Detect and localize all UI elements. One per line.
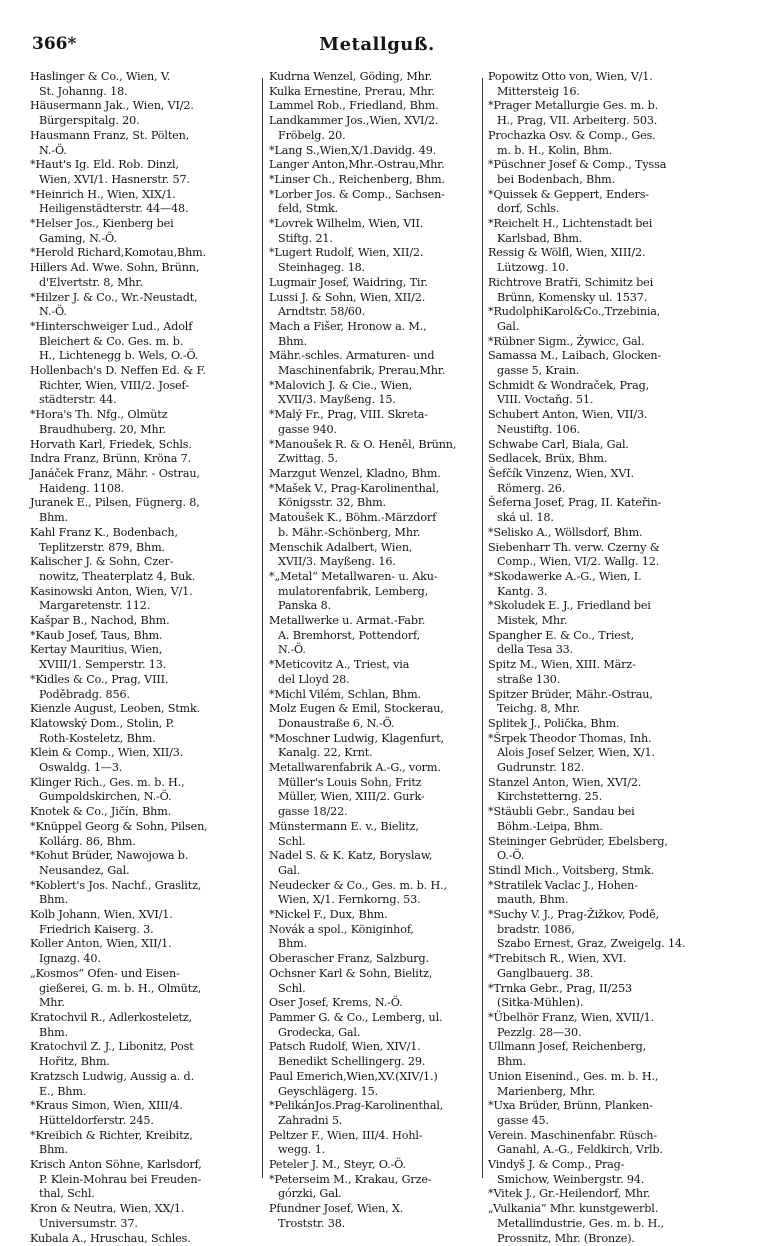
directory-line: gießerei, G. m. b. H., Olmütz, — [39, 981, 202, 995]
directory-line: Geyschlägerg. 15. — [278, 1084, 378, 1098]
directory-line: Prossnitz, Mhr. (Bronze). — [497, 1231, 635, 1245]
directory-line: Paul Emerich,Wien,XV.(XIV/1.) — [269, 1069, 438, 1083]
directory-line: Gudrunstr. 182. — [497, 761, 585, 775]
directory-line: Splitek J., Polička, Bhm. — [488, 716, 620, 730]
directory-line: Peltzer F., Wien, III/4. Hohl- — [269, 1128, 423, 1142]
directory-line: N.-Ö. — [278, 643, 306, 657]
directory-line: Müller, Wien, XIII/2. Gurk- — [278, 790, 425, 804]
directory-line: della Tesa 33. — [497, 643, 574, 657]
directory-line: *Skodawerke A.-G., Wien, I. — [488, 569, 642, 583]
directory-line: Haslinger & Co., Wien, V. — [30, 70, 171, 83]
directory-line: thal, Schl. — [39, 1187, 95, 1201]
directory-line: *Kraus Simon, Wien, XIII/4. — [30, 1099, 183, 1113]
directory-line: Richter, Wien, VIII/2. Josef- — [39, 378, 189, 392]
directory-line: Spangher E. & Co., Triest, — [488, 628, 635, 642]
directory-line: Kasinowski Anton, Wien, V/1. — [30, 584, 193, 598]
directory-line: Novák a spol., Königinhof, — [269, 922, 414, 936]
directory-line: Lammel Rob., Friedland, Bhm. — [269, 99, 439, 113]
directory-line: Bhm. — [39, 1025, 68, 1039]
page-header — [32, 34, 722, 60]
directory-line: Braudhuberg. 20, Mhr. — [39, 422, 166, 436]
directory-line: H., Prag, VII. Arbeiterg. 503. — [497, 114, 658, 128]
directory-line: Metallindustrie, Ges. m. b. H., — [497, 1216, 665, 1230]
directory-line: Lützowg. 10. — [497, 261, 569, 275]
directory-line: Mittersteig 16. — [497, 84, 580, 98]
directory-line: gasse 5, Krain. — [497, 364, 580, 378]
directory-line: Ochsner Karl & Sohn, Bielitz, — [269, 966, 433, 980]
directory-line: Schubert Anton, Wien, VII/3. — [488, 408, 648, 422]
directory-line: *Haut's Ig. Eld. Rob. Dinzl, — [30, 158, 179, 172]
directory-line: Verein. Maschinenfabr. Rüsch- — [488, 1128, 657, 1142]
directory-line: *Quissek & Geppert, Enders- — [488, 187, 649, 201]
directory-line: Alois Josef Selzer, Wien, X/1. — [497, 746, 655, 760]
column-divider — [482, 78, 483, 1178]
directory-line: Arndtstr. 58/60. — [278, 305, 366, 319]
column-3 — [488, 70, 734, 1245]
directory-line: gasse 940. — [278, 422, 337, 436]
directory-line: *Michl Vilém, Schlan, Bhm. — [269, 687, 422, 701]
directory-line: „Vulkania“ Mhr. kunstgewerbl. — [488, 1202, 659, 1216]
directory-line: d'Elvertstr. 8, Mhr. — [39, 275, 143, 289]
directory-line: Bleichert & Co. Ges. m. b. — [39, 334, 184, 348]
directory-line: *Reichelt H., Lichtenstadt bei — [488, 217, 653, 231]
directory-line: Union Eisenind., Ges. m. b. H., — [488, 1069, 659, 1083]
directory-line: Steinhageg. 18. — [278, 261, 366, 275]
directory-line: Königsstr. 32, Bhm. — [278, 496, 387, 510]
directory-line: Mistek, Mhr. — [497, 614, 568, 628]
directory-line: städterstr. 44. — [39, 393, 117, 407]
directory-line: Landkammer Jos.,Wien, XVI/2. — [269, 114, 439, 128]
directory-line: Metallwarenfabrik A.-G., vorm. — [269, 761, 441, 775]
directory-line: Müller's Louis Sohn, Fritz — [278, 775, 422, 789]
directory-line: Oberascher Franz, Salzburg. — [269, 952, 429, 966]
directory-line: Maschinenfabrik, Prerau,Mhr. — [278, 364, 446, 378]
directory-line: *PelikánJos.Prag-Karolinenthal, — [269, 1099, 444, 1113]
directory-line: Richtrove Bratři, Schimitz bei — [488, 275, 654, 289]
directory-line: *Trebitsch R., Wien, XVI. — [488, 952, 627, 966]
directory-line: Lussi J. & Sohn, Wien, XII/2. — [269, 290, 426, 304]
directory-line: Peteler J. M., Steyr, O.-Ö. — [269, 1158, 406, 1172]
directory-line: Koller Anton, Wien, XII/1. — [30, 937, 172, 951]
directory-line: H., Lichtenegg b. Wels, O.-Ö. — [39, 349, 199, 363]
directory-line: *Manoušek R. & O. Heněl, Brünn, — [269, 437, 457, 451]
directory-line: Böhm.-Leipa, Bhm. — [497, 819, 603, 833]
directory-line: Kalischer J. & Sohn, Czer- — [30, 555, 174, 569]
directory-line: Vindyš J. & Comp., Prag- — [488, 1158, 625, 1172]
directory-line: Kantg. 3. — [497, 584, 548, 598]
directory-line: Wien, XVI/1. Hasnerstr. 57. — [39, 172, 190, 186]
directory-line: Hollenbach's D. Neffen Ed. & F. — [30, 364, 206, 378]
directory-line: straße 130. — [497, 672, 561, 686]
directory-line: Zahradni 5. — [278, 1113, 343, 1127]
directory-line: Klatowský Dom., Stolin, P. — [30, 716, 175, 730]
directory-line: Bürgerspitalg. 20. — [39, 114, 140, 128]
directory-line: Friedrich Kaiserg. 3. — [39, 922, 154, 936]
directory-line: *Herold Richard,Komotau,Bhm. — [30, 246, 207, 260]
directory-line: Schwabe Carl, Biala, Gal. — [488, 437, 629, 451]
directory-line: O.-Ö. — [497, 849, 525, 863]
directory-line: Heiligenstädterstr. 44—48. — [39, 202, 189, 216]
directory-line: Ignazg. 40. — [39, 952, 101, 966]
directory-line: *Kreibich & Richter, Kreibitz, — [30, 1128, 193, 1142]
directory-line: XVII/3. Mayßeng. 16. — [278, 555, 396, 569]
directory-line: Knotek & Co., Jičín, Bhm. — [30, 805, 172, 819]
directory-line: Neusandez, Gal. — [39, 863, 130, 877]
directory-line: Oswaldg. 1—3. — [39, 761, 123, 775]
directory-line: Kolb Johann, Wien, XVI/1. — [30, 908, 173, 922]
directory-line: Ganglbauerg. 38. — [497, 966, 594, 980]
directory-line: Kulka Ernestine, Prerau, Mhr. — [269, 84, 435, 98]
directory-line: Margaretenstr. 112. — [39, 599, 151, 613]
directory-line: Lugmair Josef, Waidring, Tir. — [269, 275, 428, 289]
directory-line: Brünn, Komensky ul. 1537. — [497, 290, 648, 304]
directory-line: Schl. — [278, 981, 306, 995]
directory-line: Patsch Rudolf, Wien, XIV/1. — [269, 1040, 421, 1054]
directory-line: Gaming, N.-Ö. — [39, 231, 117, 245]
directory-line: Szabo Ernest, Graz, Zweigelg. 14. — [497, 937, 686, 951]
directory-line: Spitzer Brüder, Mähr.-Ostrau, — [488, 687, 653, 701]
directory-line: Schmidt & Wondraček, Prag, — [488, 378, 650, 392]
directory-line: Poděbradg. 856. — [39, 687, 130, 701]
directory-line: *Hinterschweiger Lud., Adolf — [30, 319, 193, 333]
directory-line: Gumpoldskirchen, N.-Ö. — [39, 790, 172, 804]
column-1 — [30, 70, 252, 1245]
directory-line: Schl. — [278, 834, 306, 848]
directory-line: XVII/3. Mayßeng. 15. — [278, 393, 396, 407]
directory-line: Bhm. — [278, 937, 307, 951]
directory-line: Mähr.-schles. Armaturen- und — [269, 349, 435, 363]
directory-line: Kašpar B., Nachod, Bhm. — [30, 614, 170, 628]
directory-line: Klein & Comp., Wien, XII/3. — [30, 746, 184, 760]
directory-line: Neustiftg. 106. — [497, 422, 581, 436]
directory-line: Pezzlg. 28—30. — [497, 1025, 582, 1039]
directory-line: *Helser Jos., Kienberg bei — [30, 217, 174, 231]
directory-line: Kron & Neutra, Wien, XX/1. — [30, 1202, 185, 1216]
directory-line: *Uxa Brüder, Brünn, Planken- — [488, 1099, 653, 1113]
directory-line: Juranek E., Pilsen, Fügnerg. 8, — [30, 496, 200, 510]
directory-line: *Trnka Gebr., Prag, II/253 — [488, 981, 632, 995]
directory-line: Neudecker & Co., Ges. m. b. H., — [269, 878, 447, 892]
directory-line: *Moschner Ludwig, Klagenfurt, — [269, 731, 444, 745]
directory-line: (Sitka-Mühlen). — [497, 996, 584, 1010]
directory-line: *Mašek V., Prag-Karolinenthal, — [269, 481, 439, 495]
directory-line: mulatorenfabrik, Lemberg, — [278, 584, 429, 598]
directory-line: Klinger Rich., Ges. m. b. H., — [30, 775, 185, 789]
directory-line: XVIII/1. Semperstr. 13. — [39, 658, 167, 672]
directory-line: Matoušek K., Böhm.-Märzdorf — [269, 511, 437, 525]
directory-line: *Peterseim M., Krakau, Grze- — [269, 1172, 432, 1186]
directory-line: *Rübner Sigm., Żywicc, Gal. — [488, 334, 645, 348]
directory-line: „Kosmos“ Ofen- und Eisen- — [30, 966, 180, 980]
directory-line: Grodecka, Gal. — [278, 1025, 361, 1039]
directory-line: St. Johanng. 18. — [39, 84, 128, 98]
directory-line: Kratzsch Ludwig, Aussig a. d. — [30, 1069, 194, 1083]
directory-line: Wien, X/1. Fernkorng. 53. — [278, 893, 421, 907]
directory-line: *Vitek J., Gr.-Heilendorf, Mhr. — [488, 1187, 651, 1201]
directory-line: Menschik Adalbert, Wien, — [269, 540, 413, 554]
directory-line: Mach a Fišer, Hronow a. M., — [269, 319, 427, 333]
directory-line: Münstermann E. v., Bielitz, — [269, 819, 419, 833]
directory-line: Popowitz Otto von, Wien, V/1. — [488, 70, 653, 83]
directory-line: *Lovrek Wilhelm, Wien, VII. — [269, 217, 424, 231]
directory-line: Mhr. — [39, 996, 65, 1010]
directory-line: Fröbelg. 20. — [278, 128, 346, 142]
directory-line: m. b. H., Kolin, Bhm. — [497, 143, 613, 157]
directory-line: Hütteldorferstr. 245. — [39, 1113, 154, 1127]
directory-line: Molz Eugen & Emil, Stockerau, — [269, 702, 444, 716]
directory-line: *Hora's Th. Nfg., Olmütz — [30, 408, 168, 422]
directory-line: P. Klein-Mohrau bei Freuden- — [39, 1172, 202, 1186]
directory-line: Gal. — [278, 863, 301, 877]
directory-line: Gal. — [497, 319, 520, 333]
directory-line: Benedikt Schellingerg. 29. — [278, 1055, 426, 1069]
directory-line: Ganahl, A.-G., Feldkirch, Vrlb. — [497, 1143, 663, 1157]
column-2 — [269, 70, 482, 1230]
directory-line: Kratochvil R., Adlerkosteletz, — [30, 1011, 193, 1024]
directory-line: Sedlacek, Brüx, Bhm. — [488, 452, 608, 466]
column-divider — [262, 78, 263, 1178]
directory-line: Metallwerke u. Armat.-Fabr. — [269, 614, 426, 628]
directory-line: Kertay Mauritius, Wien, — [30, 643, 163, 657]
directory-line: Oser Josef, Krems, N.-Ö. — [269, 996, 403, 1010]
directory-line: *RudolphiKarol&Co.,Trzebinia, — [488, 305, 661, 319]
directory-line: nowitz, Theaterplatz 4, Buk. — [39, 569, 196, 583]
directory-line: górzki, Gal. — [278, 1187, 342, 1201]
directory-line: Prochazka Osv. & Comp., Ges. — [488, 128, 656, 142]
directory-columns — [30, 70, 734, 1245]
directory-line: Marzgut Wenzel, Kladno, Bhm. — [269, 466, 441, 480]
directory-line: Janáček Franz, Mähr. - Ostrau, — [30, 466, 200, 480]
directory-line: *Kaub Josef, Taus, Bhm. — [30, 628, 163, 642]
directory-line: Kirchstetterng. 25. — [497, 790, 602, 804]
directory-line: *Malovich J. & Cie., Wien, — [269, 378, 412, 392]
directory-line: *Koblert's Jos. Nachf., Graslitz, — [30, 878, 202, 892]
directory-line: Samassa M., Laibach, Glocken- — [488, 349, 662, 363]
directory-line: *Nickel F., Dux, Bhm. — [269, 908, 388, 922]
directory-line: wegg. 1. — [278, 1143, 326, 1157]
directory-line: Kudrna Wenzel, Göding, Mhr. — [269, 70, 433, 83]
directory-line: Langer Anton,Mhr.-Ostrau,Mhr. — [269, 158, 445, 172]
directory-line: *Suchy V. J., Prag-Žižkov, Podě, — [488, 908, 660, 922]
directory-line: Bhm. — [39, 511, 68, 525]
directory-line: *Lorber Jos. & Comp., Sachsen- — [269, 187, 445, 201]
directory-line: Stanzel Anton, Wien, XVI/2. — [488, 775, 642, 789]
directory-line: ská ul. 18. — [497, 511, 554, 525]
directory-line: Pammer G. & Co., Lemberg, ul. — [269, 1011, 443, 1024]
directory-line: Spitz M., Wien, XIII. März- — [488, 658, 636, 672]
directory-line: feld, Stmk. — [278, 202, 339, 216]
directory-line: mauth, Bhm. — [497, 893, 569, 907]
directory-line: *Meticovitz A., Triest, via — [269, 658, 410, 672]
directory-line: Bhm. — [278, 334, 307, 348]
directory-line: Römerg. 26. — [497, 481, 566, 495]
directory-line: Bhm. — [497, 1055, 526, 1069]
directory-line: Siebenharr Th. verw. Czerny & — [488, 540, 660, 554]
directory-line: N.-Ö. — [39, 305, 67, 319]
directory-line: Hillers Ad. Wwe. Sohn, Brünn, — [30, 261, 200, 275]
directory-line: Troststr. 38. — [278, 1216, 346, 1230]
directory-line: N.-Ö. — [39, 143, 67, 157]
directory-line: Zwittag. 5. — [278, 452, 338, 466]
directory-line: Indra Franz, Brünn, Kröna 7. — [30, 452, 191, 466]
directory-line: Teplitzerstr. 879, Bhm. — [39, 540, 165, 554]
directory-line: Hořitz, Bhm. — [39, 1055, 110, 1069]
directory-line: Šeferna Josef, Prag, II. Kateřin- — [488, 496, 662, 510]
directory-line: *Püschner Josef & Comp., Tyssa — [488, 158, 667, 172]
directory-line: Karlsbad, Bhm. — [497, 231, 583, 245]
directory-line: Kanalg. 22, Krnt. — [278, 746, 373, 760]
directory-line: del Lloyd 28. — [278, 672, 350, 686]
directory-line: Nadel S. & K. Katz, Boryslaw, — [269, 849, 433, 863]
directory-line: *Linser Ch., Reichenberg, Bhm. — [269, 172, 445, 186]
directory-line: Kahl Franz K., Bodenbach, — [30, 525, 178, 539]
directory-line: *Stäubli Gebr., Sandau bei — [488, 805, 635, 819]
directory-line: Häusermann Jak., Wien, VI/2. — [30, 99, 194, 113]
page-title: Metallguß. — [319, 34, 435, 55]
page-number: 366* — [32, 34, 77, 54]
directory-line: Steininger Gebrüder, Ebelsberg, — [488, 834, 668, 848]
directory-line: *Heinrich H., Wien, XIX/1. — [30, 187, 176, 201]
directory-line: Stindl Mich., Voitsberg, Stmk. — [488, 863, 655, 877]
directory-line: *Kidles & Co., Prag, VIII. — [30, 672, 169, 686]
directory-line: *Malý Fr., Prag, VIII. Skreta- — [269, 408, 428, 422]
directory-line: VIII. Voctaňg. 51. — [497, 393, 594, 407]
directory-line: A. Bremhorst, Pottendorf, — [278, 628, 421, 642]
directory-line: Smichow, Weinbergstr. 94. — [497, 1172, 645, 1186]
directory-line: dorf, Schls. — [497, 202, 560, 216]
directory-line: *Kohut Brüder, Nawojowa b. — [30, 849, 189, 863]
directory-line: *Skoludek E. J., Friedland bei — [488, 599, 651, 613]
directory-line: Ullmann Josef, Reichenberg, — [488, 1040, 646, 1054]
directory-line: Kubala A., Hruschau, Schles. — [30, 1231, 191, 1245]
directory-line: Kratochvil Z. J., Libonitz, Post — [30, 1040, 194, 1054]
directory-line: *„Metal“ Metallwaren- u. Aku- — [269, 569, 438, 583]
directory-line: Universumstr. 37. — [39, 1216, 138, 1230]
directory-line: Teichg. 8, Mhr. — [497, 702, 580, 716]
directory-line: Donaustraße 6, N.-Ö. — [278, 716, 395, 730]
directory-line: Horvath Karl, Friedek, Schls. — [30, 437, 192, 451]
directory-line: *Übelhör Franz, Wien, XVII/1. — [488, 1011, 655, 1024]
directory-line: Marienberg, Mhr. — [497, 1084, 596, 1098]
directory-line: Bhm. — [39, 1143, 68, 1157]
directory-line: gasse 45. — [497, 1113, 549, 1127]
directory-line: *Lang S.,Wien,X/1.Davidg. 49. — [269, 143, 437, 157]
directory-line: Stiftg. 21. — [278, 231, 333, 245]
directory-line: Panska 8. — [278, 599, 331, 613]
directory-line: Pfundner Josef, Wien, X. — [269, 1202, 404, 1216]
directory-line: *Hilzer J. & Co., Wr.-Neustadt, — [30, 290, 198, 304]
directory-line: Bhm. — [39, 893, 68, 907]
directory-line: Comp., Wien, VI/2. Wallg. 12. — [497, 555, 660, 569]
directory-line: *Knüppel Georg & Sohn, Pilsen, — [30, 819, 208, 833]
directory-line: Roth-Kosteletz, Bhm. — [39, 731, 156, 745]
directory-line: Kienzle August, Leoben, Stmk. — [30, 702, 201, 716]
directory-line: gasse 18/22. — [278, 805, 348, 819]
directory-line: *Prager Metallurgie Ges. m. b. — [488, 99, 659, 113]
directory-line: Ressig & Wölfl, Wien, XIII/2. — [488, 246, 646, 260]
directory-line: *Stratilek Vaclac J., Hohen- — [488, 878, 638, 892]
directory-line: bei Bodenbach, Bhm. — [497, 172, 616, 186]
directory-line: Kollárg. 86, Bhm. — [39, 834, 136, 848]
directory-line: Šefčík Vinzenz, Wien, XVI. — [488, 466, 634, 480]
directory-line: *Selisko A., Wöllsdorf, Bhm. — [488, 525, 643, 539]
directory-line: Hausmann Franz, St. Pölten, — [30, 128, 190, 142]
directory-line: E., Bhm. — [39, 1084, 87, 1098]
directory-line: b. Mähr.-Schönberg, Mhr. — [278, 525, 421, 539]
directory-line: Krisch Anton Söhne, Karlsdorf, — [30, 1158, 202, 1172]
directory-line: *Šrpek Theodor Thomas, Inh. — [488, 731, 652, 745]
directory-line: *Lugert Rudolf, Wien, XII/2. — [269, 246, 424, 260]
directory-line: Haideng. 1108. — [39, 481, 125, 495]
directory-line: bradstr. 1086, — [497, 922, 575, 936]
